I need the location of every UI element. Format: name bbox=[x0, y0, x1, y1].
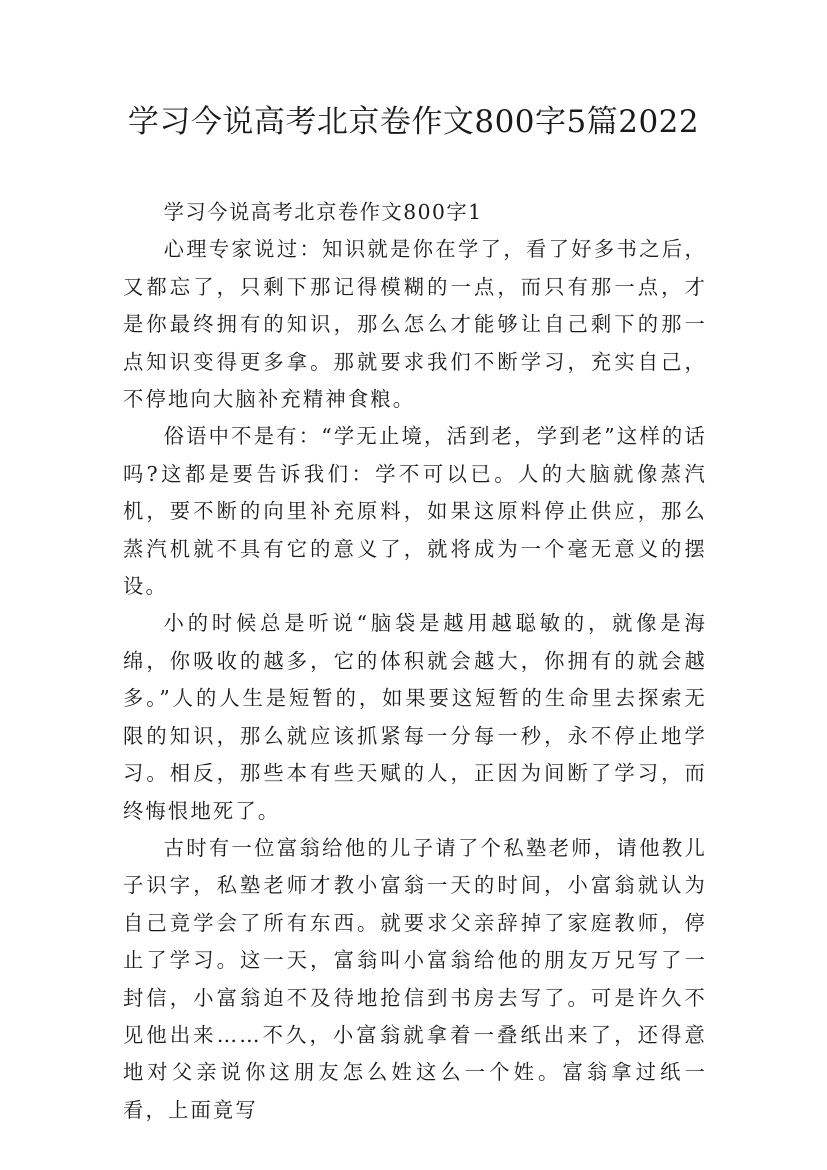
paragraph: 俗语中不是有：“学无止境，活到老，学到老”这样的话吗?这都是要告诉我们：学不可以已。人的大脑就像蒸汽机，要不断的向里补充原料，如果这原料停止供应，那么蒸汽机就不具有它的意义了，就将成为一个毫无意义的摆设。 bbox=[123, 424, 707, 599]
section-subtitle: 学习今说高考北京卷作文800字1 bbox=[163, 200, 483, 224]
paragraph: 古时有一位富翁给他的儿子请了个私塾老师，请他教儿子识字，私塾老师才教小富翁一天的时间，小富翁就认为自己竟学会了所有东西。就要求父亲辞掉了家庭教师，停止了学习。这一天，富翁叫小富翁给他的朋友万兄写了一封信，小富翁迫不及待地抢信到书房去写了。可是许久不见他出来……不久，小富翁就拿着一叠纸出来了，还得意地对父亲说你这朋友怎么姓这么一个姓。富翁拿过纸一看，上面竟写 bbox=[123, 835, 707, 1122]
paragraph: 心理专家说过：知识就是你在学了，看了好多书之后，又都忘了，只剩下那记得模糊的一点，而只有那一点，才是你最终拥有的知识，那么怎么才能够让自己剩下的那一点知识变得更多拿。那就要求我们不断学习，充实自己，不停地向大脑补充精神食粮。 bbox=[123, 237, 707, 412]
document-body bbox=[123, 194, 707, 1129]
paragraph: 小的时候总是听说“脑袋是越用越聪敏的，就像是海绵，你吸收的越多，它的体积就会越大，你拥有的就会越多。”人的人生是短暂的，如果要这短暂的生命里去探索无限的知识，那么就应该抓紧每一分每一秒，永不停止地学习。相反，那些本有些天赋的人，正因为间断了学习，而终悔恨地死了。 bbox=[123, 611, 707, 823]
document-title: 学习今说高考北京卷作文800字5篇2022 bbox=[127, 104, 700, 140]
